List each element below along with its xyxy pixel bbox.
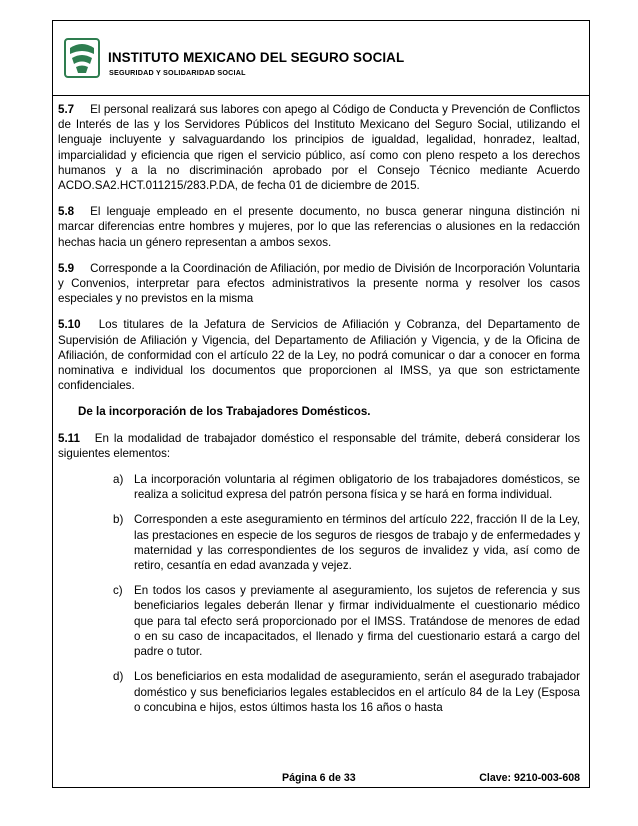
section-text: Los titulares de la Jefatura de Servicios de Afiliación y Cobranza, del Departamento de Supervisión de Afiliación y Vigencia, del Departamento de Afiliación y Vigencia, y de la Oficina de Afiliación, de conformidad con el artículo 22 de la Ley, no podrá comunicar o dar a conocer en forma nominativa e individual los documentos que proporcionen al IMSS, ya que son estrictamente confidenciales.: [58, 318, 580, 393]
subheading: De la incorporación de los Trabajadores Domésticos.: [78, 405, 371, 419]
list-item: [58, 669, 580, 715]
document-code: Clave: 9210-003-608: [479, 772, 580, 784]
document-footer: [52, 772, 590, 788]
section-5-8: [58, 204, 580, 250]
section-text: El personal realizará sus labores con apego al Código de Conducta y Prevención de Conflictos de Interés de las y los Servidores Públicos del Instituto Mexicano del Seguro Social, utilizando el lenguaje incluyente y salvaguardando los principios de igualdad, legalidad, honradez, lealtad, imparcialidad y eficiencia que rigen el servicio público, así como con pleno respeto a los derechos humanos y a la no discriminación aprobado por el Consejo Técnico mediante Acuerdo ACDO.SA2.HCT.011215/283.P.DA, de fecha 01 de diciembre de 2015.: [58, 103, 580, 193]
list-item-text: La incorporación voluntaria al régimen obligatorio de los trabajadores domésticos, se realiza a solicitud expresa del patrón persona física y se hará en forma individual.: [134, 473, 580, 502]
section-text: En la modalidad de trabajador doméstico el responsable del trámite, deberá considerar los siguientes elementos:: [58, 431, 580, 460]
section-5-9: [58, 261, 580, 307]
document-body: [58, 102, 580, 725]
org-name: INSTITUTO MEXICANO DEL SEGURO SOCIAL: [108, 50, 405, 65]
page-number: Página 6 de 33: [282, 772, 356, 784]
section-5-11: [58, 431, 580, 461]
section-number: 5.9: [58, 261, 75, 275]
section-number: 5.8: [58, 205, 75, 219]
list-item-text: Corresponden a este aseguramiento en términos del artículo 222, fracción II de la Ley, las prestaciones en especie de los seguros de riesgos de trabajo y de enfermedades y maternidad y las correspondientes de los seguros de invalidez y vida, así como de retiro, cesantía en edad avanzada y vejez.: [134, 513, 580, 573]
list-item: [58, 472, 580, 502]
element-list: [58, 472, 580, 715]
section-5-10: [58, 317, 580, 393]
section-5-7: [58, 102, 580, 193]
list-item-text: En todos los casos y previamente al aseguramiento, los sujetos de referencia y sus beneficiarios legales deberán llenar y firmar individualmente el cuestionario médico que para tal efecto será proporcionado por el IMSS. Tratándose de menores de edad o en su caso de incapacitados, el llenado y firma del cuestionario estará a cargo del padre o tutor.: [134, 584, 580, 659]
section-number: 5.7: [58, 103, 75, 116]
list-item-text: Los beneficiarios en esta modalidad de aseguramiento, serán el asegurado trabajador doméstico y sus beneficiarios legales establecidos en el artículo 84 de la Ley (Esposa o concubina e hijos, estos últimos hasta los 16 años o hasta: [134, 670, 580, 714]
section-text: El lenguaje empleado en el presente documento, no busca generar ninguna distinción ni marcar diferencias entre hombres y mujeres, por lo que las referencias o alusiones en la redacción hechas hacia un género representan a ambos sexos.: [58, 205, 580, 249]
section-text: Corresponde a la Coordinación de Afiliación, por medio de División de Incorporación Voluntaria y Convenios, interpretar para efectos administrativos la presente norma y resolver los casos especiales y no previstos en la misma: [58, 261, 580, 306]
org-subtitle: SEGURIDAD Y SOLIDARIDAD SOCIAL: [109, 68, 246, 77]
section-number: 5.10: [58, 318, 81, 332]
list-marker: c): [113, 584, 123, 598]
section-number: 5.11: [58, 431, 80, 445]
document-header: [52, 20, 590, 96]
list-item: [58, 512, 580, 573]
imss-eagle-logo-icon: [64, 38, 100, 78]
list-marker: a): [113, 473, 124, 487]
list-item: [58, 583, 580, 659]
list-marker: d): [113, 670, 124, 684]
list-marker: b): [113, 513, 124, 527]
